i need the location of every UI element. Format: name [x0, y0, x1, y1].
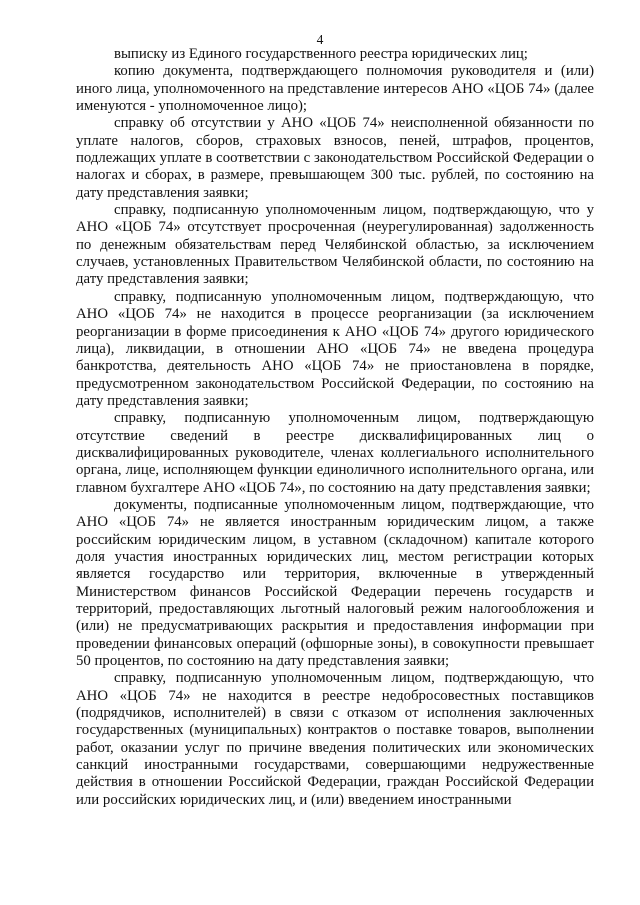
paragraph-egrul-extract: выписку из Единого государственного реестра юридических лиц;	[114, 46, 528, 62]
paragraph-unscrupulous-suppliers-certificate: справку, подписанную уполномоченным лицом, подтверждающую, что АНО «ЦОБ 74» не находится в реестре недобросовестных поставщиков (подрядчиков, исполнителей) в связи с отказом от исполнения заключенных государственных (муниципальных) контрактов о поставке товаров, выполнении работ, оказании услуг по причине введения политических или экономических санкций иностранными государствами, совершающими недружественные действия в отношении Российской Федерации, граждан Российской Федерации или российских юридических лиц, и (или) введением иностранными	[76, 670, 594, 808]
paragraph-disqualification-certificate: справку, подписанную уполномоченным лицом, подтверждающую отсутствие сведений в реестре дисквалифицированных лиц о дисквалифицированных руководителе, членах коллегиального исполнительного органа, лице, исполняющем функции единоличного исполнительного органа, или главном бухгалтере АНО «ЦОБ 74», по состоянию на дату представления заявки;	[76, 410, 594, 496]
paragraph-reorganization-certificate: справку, подписанную уполномоченным лицом, подтверждающую, что АНО «ЦОБ 74» не находится в процессе реорганизации (за исключением реорганизации в форме присоединения к АНО «ЦОБ 74» другого юридического лица), ликвидации, в отношении АНО «ЦОБ 74» не введена процедура банкротства, деятельность АНО «ЦОБ 74» не приостановлена в порядке, предусмотренном законодательством Российской Федерации, по состоянию на дату представления заявки;	[76, 288, 594, 409]
paragraph-tax-certificate: справку об отсутствии у АНО «ЦОБ 74» неисполненной обязанности по уплате налогов, сборов, страховых взносов, пеней, штрафов, процентов, подлежащих уплате в соответствии с законодательством Российской Федерации о налогах и сборах, в размере, превышающем 300 тыс. рублей, по состоянию на дату представления заявки;	[76, 115, 594, 201]
paragraph-debt-certificate: справку, подписанную уполномоченным лицом, подтверждающую, что у АНО «ЦОБ 74» отсутствует просроченная (неурегулированная) задолженность по денежным обязательствам перед Челябинской областью, за исключением случаев, установленных Правительством Челябинской области, по состоянию на дату представления заявки;	[76, 202, 594, 288]
document-body	[76, 46, 594, 809]
paragraph-foreign-entity-documents: документы, подписанные уполномоченным лицом, подтверждающие, что АНО «ЦОБ 74» не является иностранным юридическим лицом, а также российским юридическим лицом, в уставном (складочном) капитале которого доля участия иностранных юридических лиц, местом регистрации которых является государство или территория, включенные в утвержденный Министерством финансов Российской Федерации перечень государств и территорий, предоставляющих льготный налоговый режим налогообложения и (или) не предусматривающих раскрытия и предоставления информации при проведении финансовых операций (офшорные зоны), в совокупности превышает 50 процентов, по состоянию на дату представления заявки;	[76, 496, 594, 670]
paragraph-authority-document: копию документа, подтверждающего полномочия руководителя и (или) иного лица, уполномоченного на представление интересов АНО «ЦОБ 74» (далее именуются - уполномоченное лицо);	[76, 63, 594, 115]
page-number: 4	[316, 32, 324, 47]
